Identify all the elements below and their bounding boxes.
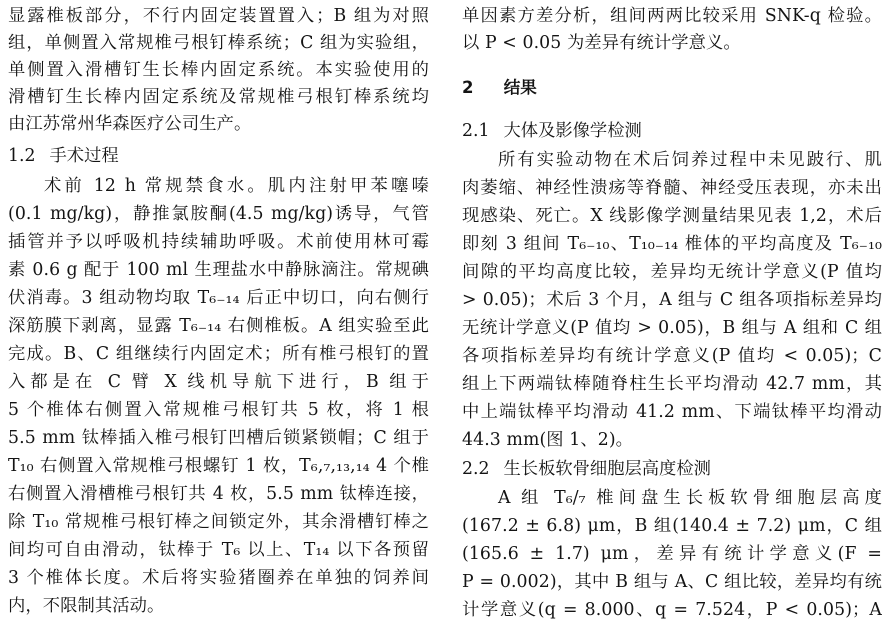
text-line: 所有实验动物在术后饲养过程中未见跛行、肌 (498, 150, 882, 170)
section-number: 2.2 (462, 459, 490, 479)
text-line: 即刻 3 组间 T₆₋₁₀、T₁₀₋₁₄ 椎体的平均高度及 T₆₋₁₀ (462, 234, 882, 254)
text-line: 组上下两端钛棒随脊柱生长平均滑动 42.7 mm，其 (462, 374, 882, 394)
text-line: 现感染、死亡。X 线影像学测量结果见表 1,2，术后 (462, 206, 882, 226)
text-line: > 0.05)；术后 3 个月，A 组与 C 组各项指标差异均 (462, 290, 882, 310)
text-line: 组，单侧置入常规椎弓根钉棒系统；C 组为实验组， (8, 33, 429, 53)
text-line: T₁₀ 右侧置入常规椎弓根螺钉 1 枚，T₆,₇,₁₃,₁₄ 4 个椎 (8, 456, 429, 476)
text-line: 伏消毒。3 组动物均取 T₆₋₁₄ 后正中切口，向右侧行 (8, 288, 429, 308)
text-line: 由江苏常州华森医疗公司生产。 (8, 114, 252, 134)
text-line: 无统计学意义(P 值均 > 0.05)，B 组与 A 组和 C 组 (462, 318, 882, 338)
text-line: 间隙的平均高度比较，差异均无统计学意义(P 值均 (462, 262, 882, 282)
text-line: 完成。B、C 组继续行内固定术；所有椎弓根钉的置 (8, 344, 429, 364)
text-line: 右侧置入滑槽椎弓根钉共 4 枚，5.5 mm 钛棒连接， (8, 484, 429, 504)
text-line: 素 0.6 g 配于 100 ml 生理盐水中静脉滴注。常规碘 (8, 260, 429, 280)
text-line: 除 T₁₀ 常规椎弓根钉棒之间锁定外，其余滑槽钉棒之 (8, 512, 429, 532)
section-number: 2.1 (462, 121, 490, 141)
text-line: 滑槽钉生长棒内固定系统及常规椎弓根钉棒系统均 (8, 87, 429, 107)
section-title: 结果 (503, 78, 537, 97)
text-line: 显露椎板部分，不行内固定装置置入；B 组为对照 (8, 6, 429, 26)
section-heading-2-2 (462, 456, 711, 482)
text-line: 单侧置入滑槽钉生长棒内固定系统。本实验使用的 (8, 60, 429, 80)
text-line: P = 0.002)，其中 B 组与 A、C 组比较，差异均有统 (462, 572, 882, 592)
section-title: 生长板软骨细胞层高度检测 (503, 459, 711, 479)
text-line: 5 个椎体右侧置入常规椎弓根钉共 5 枚，将 1 根 (8, 400, 429, 420)
section-number: 2 (462, 78, 474, 97)
text-line: 内，不限制其活动。 (8, 596, 165, 616)
section-heading-1-2 (8, 143, 119, 169)
text-line: 入都是在 C 臂 X 线机导航下进行，B 组于 (8, 372, 429, 392)
text-line: 中上端钛棒平均滑动 41.2 mm、下端钛棒平均滑动 (462, 402, 882, 422)
text-line: 44.3 mm(图 1、2)。 (462, 430, 634, 450)
section-heading-2-1 (462, 118, 642, 144)
text-line: 插管并予以呼吸机持续辅助呼吸。术前使用林可霉 (8, 232, 429, 252)
text-line: 深筋膜下剥离，显露 T₆₋₁₄ 右侧椎板。A 组实验至此 (8, 316, 429, 336)
section-number: 1.2 (8, 146, 36, 166)
text-line: (0.1 mg/kg)，静推氯胺酮(4.5 mg/kg)诱导，气管 (8, 204, 429, 224)
text-line: 间均可自由滑动，钛棒于 T₆ 以上、T₁₄ 以下各预留 (8, 540, 429, 560)
text-line: 3 个椎体长度。术后将实验猪圈养在单独的饲养间 (8, 568, 429, 588)
section-title: 手术过程 (49, 146, 119, 166)
text-line: (167.2 ± 6.8) μm，B 组(140.4 ± 7.2) μm，C 组 (462, 516, 882, 536)
text-line: 肉萎缩、神经性溃疡等脊髓、神经受压表现，亦未出 (462, 178, 882, 198)
text-line: 各项指标差异均有统计学意义(P 值均 < 0.05)；C (462, 346, 882, 366)
section-title: 大体及影像学检测 (503, 121, 642, 141)
text-line: 术前 12 h 常规禁食水。肌内注射甲苯噻嗪 (44, 176, 429, 196)
section-heading-2 (462, 75, 537, 101)
text-line: 单因素方差分析，组间两两比较采用 SNK-q 检验。 (462, 6, 882, 26)
text-line: 5.5 mm 钛棒插入椎弓根钉凹槽后锁紧锁帽；C 组于 (8, 428, 429, 448)
text-line: 以 P < 0.05 为差异有统计学意义。 (462, 33, 741, 53)
text-line: A 组 T₆/₇ 椎间盘生长板软骨细胞层高度 (498, 488, 882, 508)
text-line: (165.6 ± 1.7) μm，差异有统计学意义(F = (462, 544, 882, 564)
text-line: 计学意义(q = 8.000、q = 7.524，P < 0.05)；A (462, 600, 882, 620)
